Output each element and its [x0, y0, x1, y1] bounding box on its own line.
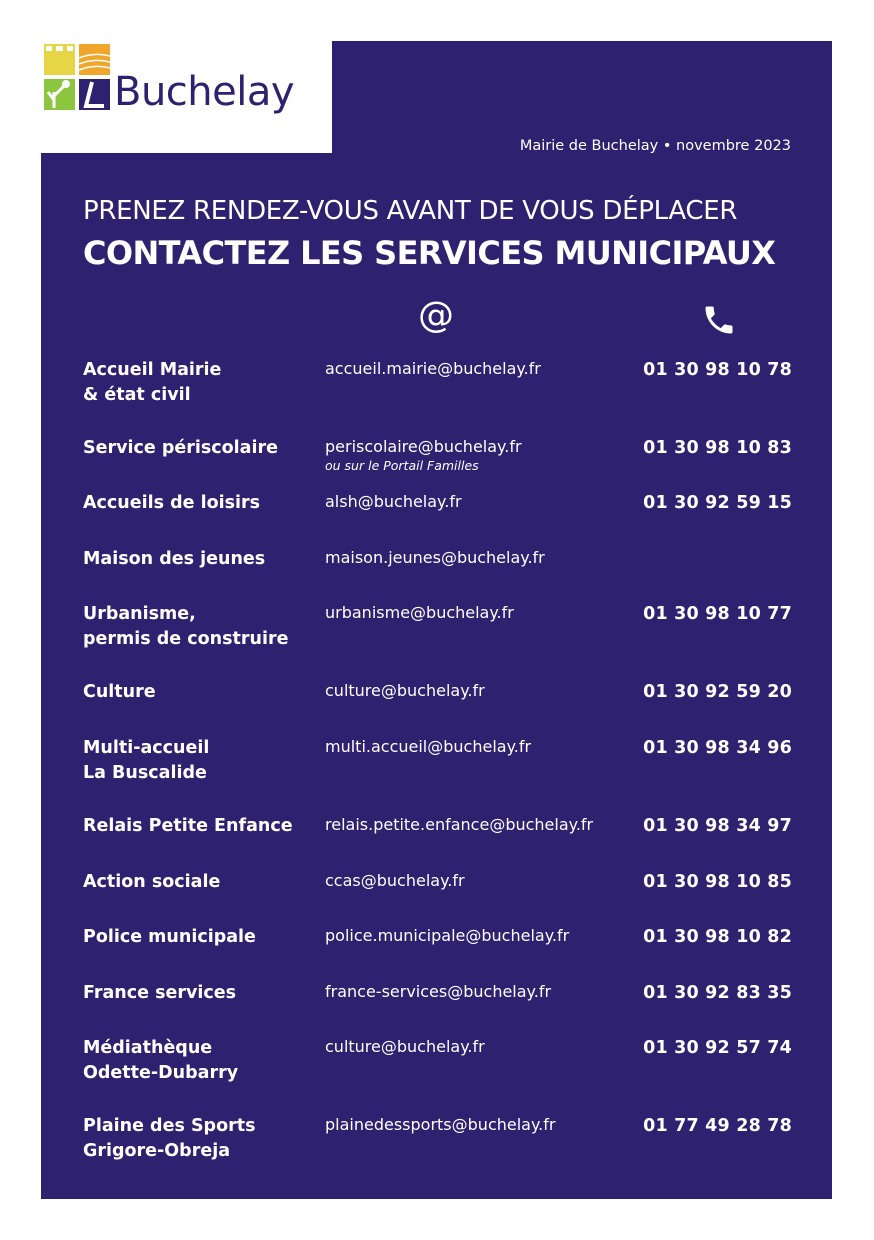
title-line-1: PRENEZ RENDEZ-VOUS AVANT DE VOUS DÉPLACER — [83, 196, 738, 226]
service-phone[interactable]: 01 30 98 34 97 — [643, 816, 792, 836]
service-name: France services — [83, 983, 237, 1003]
service-name: Police municipale — [83, 927, 256, 947]
service-phone[interactable]: 01 30 98 34 96 — [643, 738, 792, 758]
service-name: Accueils de loisirs — [83, 493, 261, 513]
service-phone[interactable]: 01 30 98 10 83 — [643, 438, 792, 458]
service-email-link[interactable]: multi.accueil@buchelay.fr — [325, 737, 532, 756]
logo-area — [0, 0, 332, 153]
service-phone[interactable]: 01 77 49 28 78 — [643, 1116, 792, 1136]
service-phone[interactable]: 01 30 98 10 85 — [643, 872, 792, 892]
service-name: Service périscolaire — [83, 438, 278, 458]
phone-icon — [700, 302, 738, 338]
service-name: Multi-accueil La Buscalide — [83, 738, 210, 783]
title-line-2: CONTACTEZ LES SERVICES MUNICIPAUX — [83, 234, 776, 272]
service-phone[interactable]: 01 30 98 10 77 — [643, 604, 792, 624]
service-phone[interactable]: 01 30 92 59 15 — [643, 493, 792, 513]
buchelay-logo-icon — [44, 44, 110, 110]
service-note: ou sur le Portail Familles — [325, 458, 479, 473]
service-email-link[interactable]: culture@buchelay.fr — [325, 681, 485, 700]
service-name: Action sociale — [83, 872, 221, 892]
service-email-link[interactable]: maison.jeunes@buchelay.fr — [325, 548, 545, 567]
service-phone[interactable]: 01 30 98 10 78 — [643, 360, 792, 380]
logo-text: Buchelay — [114, 69, 295, 115]
service-name: Plaine des Sports Grigore-Obreja — [83, 1116, 256, 1161]
service-email-link[interactable]: alsh@buchelay.fr — [325, 492, 462, 511]
service-email-link[interactable]: france-services@buchelay.fr — [325, 982, 552, 1001]
service-email-link[interactable]: culture@buchelay.fr — [325, 1037, 485, 1056]
service-name: Maison des jeunes — [83, 549, 266, 569]
service-email-link[interactable]: plainedessports@buchelay.fr — [325, 1115, 556, 1134]
service-name: Accueil Mairie & état civil — [83, 360, 222, 405]
service-email-link[interactable]: ccas@buchelay.fr — [325, 871, 465, 890]
service-email-link[interactable]: periscolaire@buchelay.fr — [325, 437, 522, 456]
service-email-link[interactable]: urbanisme@buchelay.fr — [325, 603, 514, 622]
service-name: Relais Petite Enfance — [83, 816, 293, 836]
service-name: Médiathèque Odette-Dubarry — [83, 1038, 239, 1083]
service-name: Culture — [83, 682, 156, 702]
service-phone[interactable]: 01 30 92 57 74 — [643, 1038, 792, 1058]
service-phone[interactable]: 01 30 92 59 20 — [643, 682, 792, 702]
email-column-icon: @ — [418, 295, 454, 336]
service-phone[interactable]: 01 30 98 10 82 — [643, 927, 792, 947]
service-email-link[interactable]: police.municipale@buchelay.fr — [325, 926, 570, 945]
service-email-link[interactable]: relais.petite.enfance@buchelay.fr — [325, 815, 594, 834]
subtitle: Mairie de Buchelay • novembre 2023 — [519, 138, 791, 154]
service-name: Urbanisme, permis de construire — [83, 604, 289, 649]
service-email-link[interactable]: accueil.mairie@buchelay.fr — [325, 359, 541, 378]
service-phone[interactable]: 01 30 92 83 35 — [643, 983, 792, 1003]
